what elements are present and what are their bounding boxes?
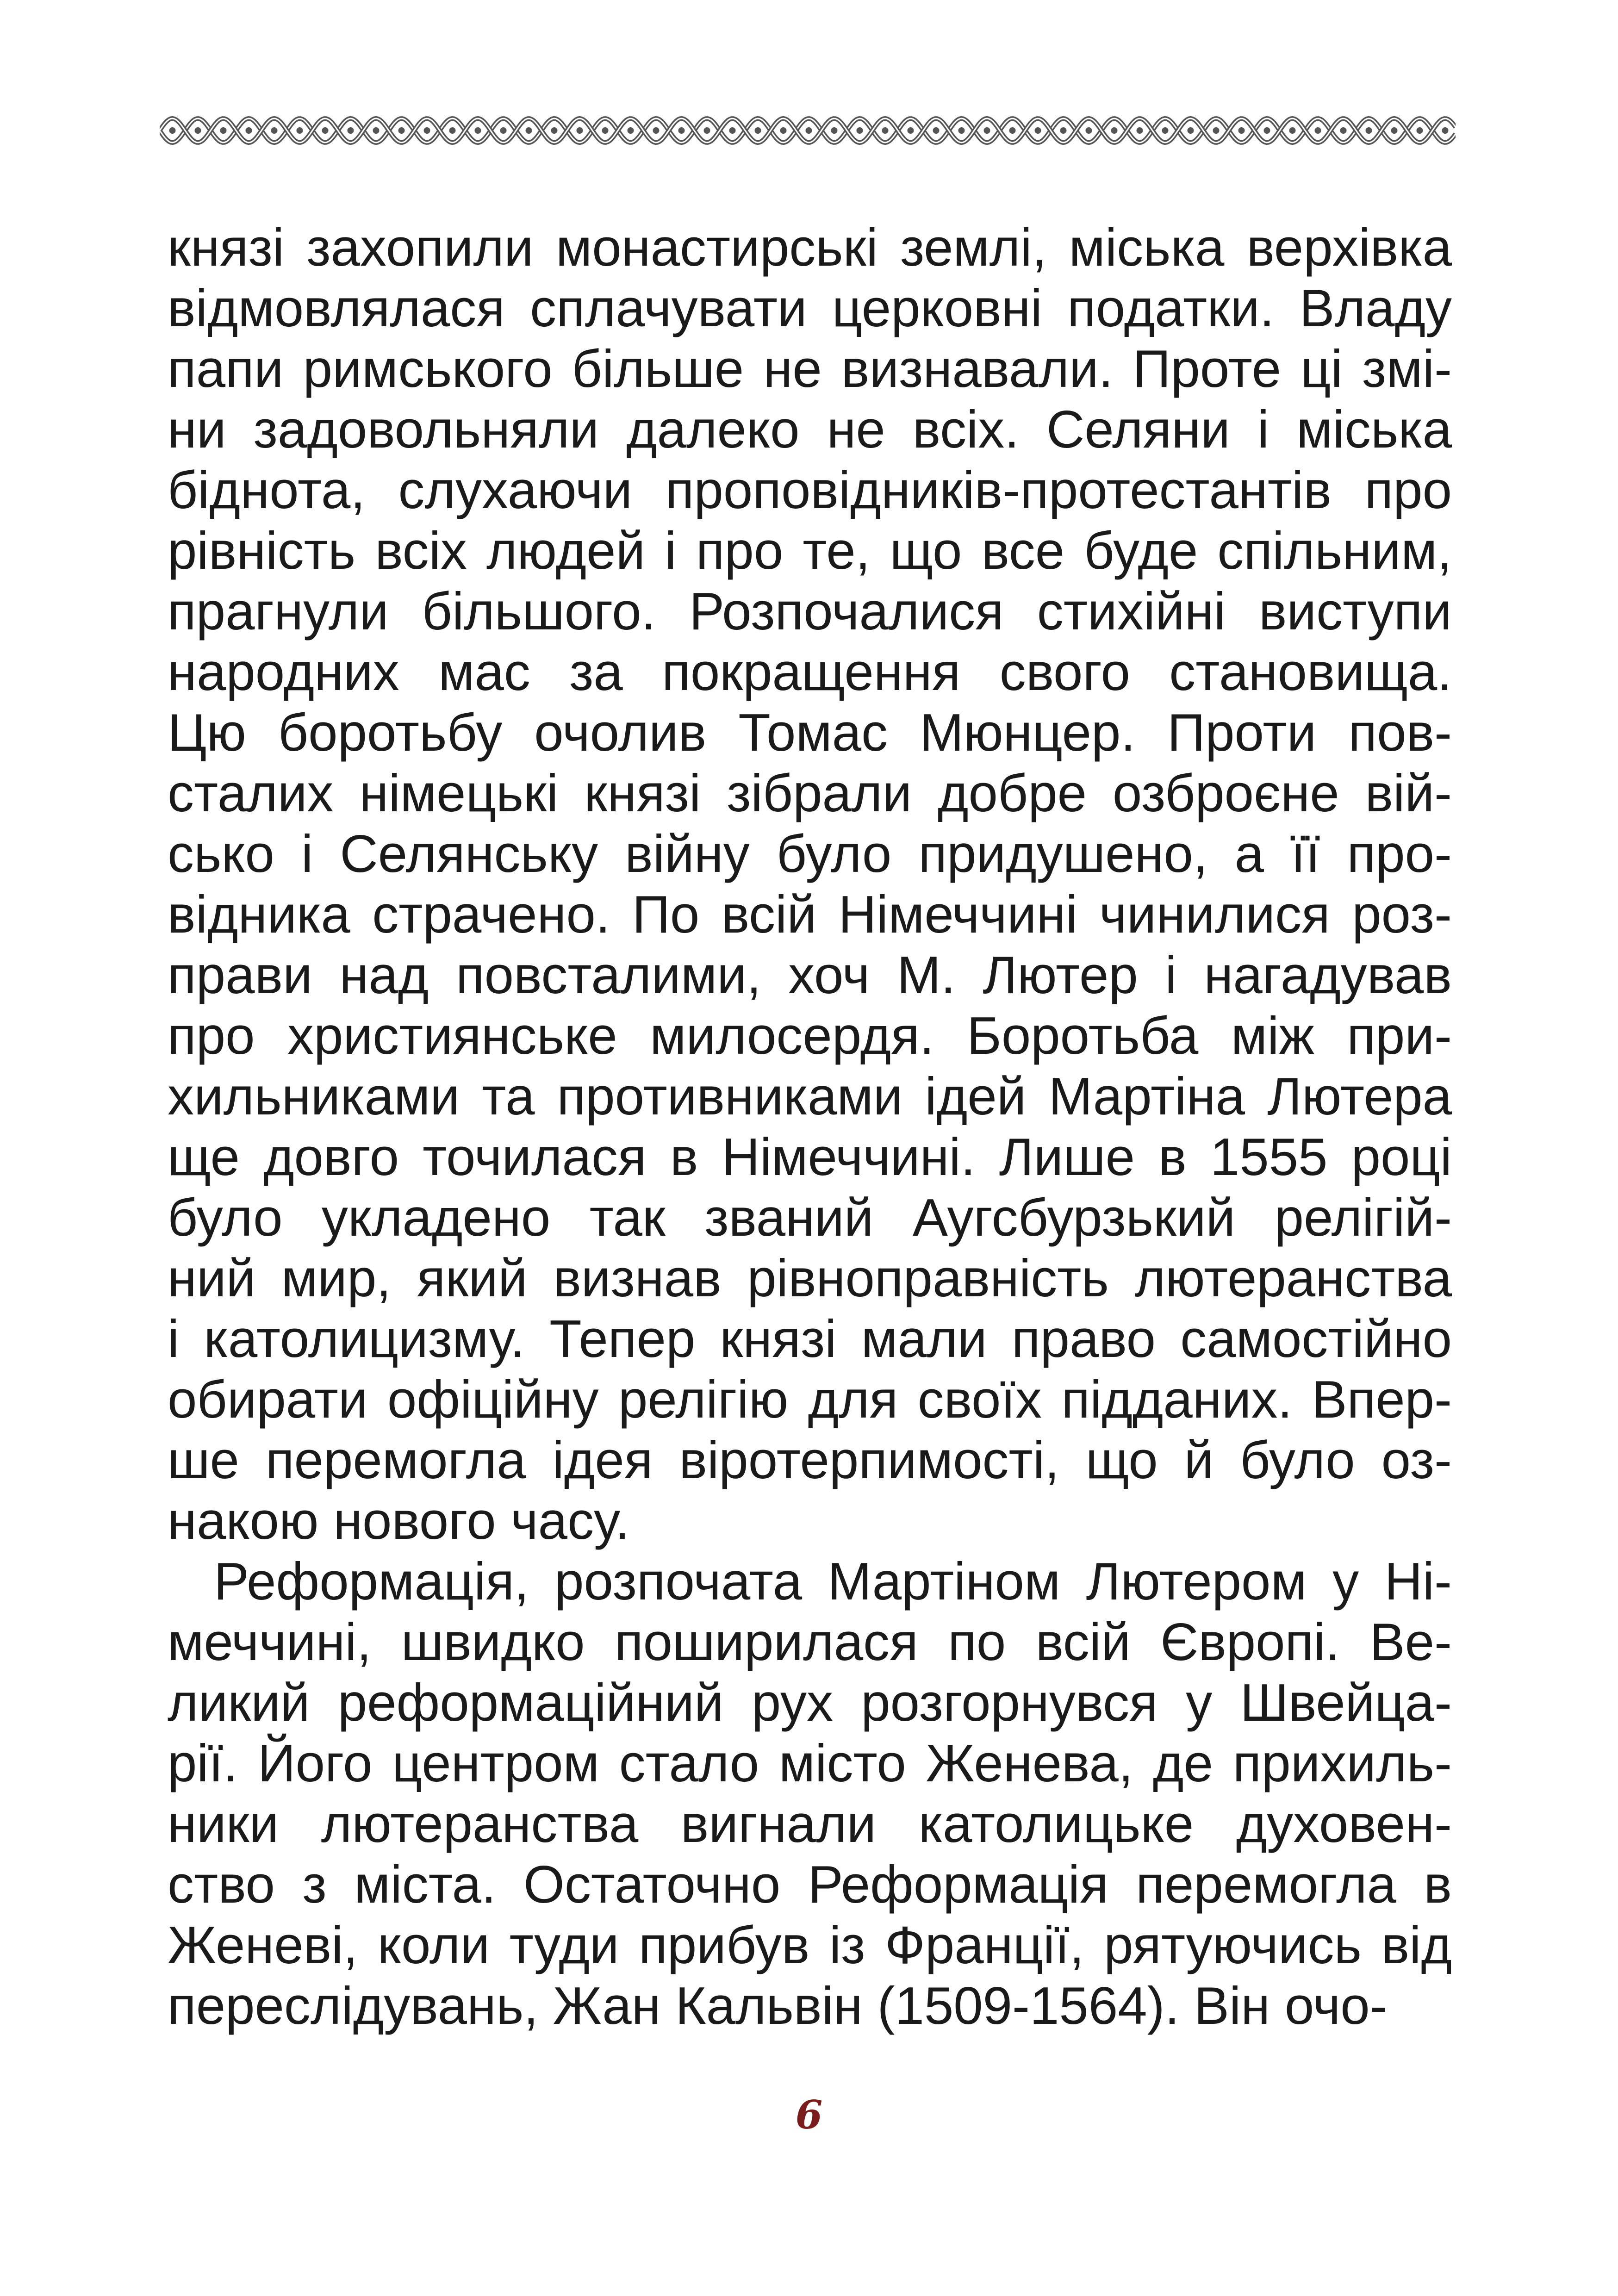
text-line: князі захопили монастирські землі, міська верхівка (168, 218, 1452, 277)
text-line: меччині, швидко поширилася по всій Європі. Ве- (168, 1613, 1452, 1672)
text-line: відмовлялася сплачувати церковні податки. Владу (168, 279, 1452, 338)
paragraph (168, 218, 1452, 1551)
text-line: народних мас за покращення свого становища. (168, 643, 1452, 702)
text-line: прагнули більшого. Розпочалися стихійні виступи (168, 582, 1452, 641)
text-line: Женеві, коли туди прибув із Франції, рятуючись від (168, 1916, 1452, 1975)
text-line: ще довго точилася в Німеччині. Лише в 1555 році (168, 1128, 1452, 1187)
paragraph (168, 1551, 1452, 2036)
text-line: Реформація, розпочата Мартіном Лютером у Ні- (214, 1552, 1452, 1611)
text-line: рії. Його центром стало місто Женева, де прихиль- (168, 1734, 1452, 1793)
braided-border-ornament (160, 107, 1456, 154)
text-line: сталих німецькі князі зібрали добре озброєне вій- (168, 764, 1452, 823)
text-line: відника страчено. По всій Німеччині чинилися роз- (168, 885, 1452, 944)
body-text (168, 218, 1452, 2036)
text-line: Цю боротьбу очолив Томас Мюнцер. Проти пов- (168, 703, 1452, 762)
text-line: ликий реформаційний рух розгорнувся у Швейца- (168, 1674, 1452, 1732)
text-line: про християнське милосердя. Боротьба між при- (168, 1007, 1452, 1065)
text-line: ство з міста. Остаточно Реформація перемогла в (168, 1855, 1452, 1914)
text-line: обирати офіційну релігію для своїх підданих. Впер- (168, 1370, 1452, 1429)
text-line: і католицизму. Тепер князі мали право самостійно (168, 1310, 1452, 1369)
text-line: прави над повсталими, хоч М. Лютер і нагадував (168, 946, 1452, 1005)
text-line: рівність всіх людей і про те, що все буде спільним, (168, 522, 1452, 580)
text-line: накою нового часу. (168, 1492, 630, 1550)
text-line: переслідувань, Жан Кальвін (1509-1564). Він очо- (168, 1977, 1388, 2035)
text-line: ний мир, який визнав рівноправність лютеранства (168, 1249, 1452, 1308)
text-line: біднота, слухаючи проповідників-протестантів про (168, 461, 1452, 520)
text-line: папи римського більше не визнавали. Проте ці змі- (168, 340, 1452, 398)
text-line: було укладено так званий Аугсбурзький релігій- (168, 1188, 1452, 1247)
text-line: ники лютеранства вигнали католицьке духовен- (168, 1795, 1452, 1854)
text-line: ни задовольняли далеко не всіх. Селяни і міська (168, 400, 1452, 459)
text-line: сько і Селянську війну було придушено, а її про- (168, 825, 1452, 884)
text-line: хильниками та противниками ідей Мартіна Лютера (168, 1067, 1452, 1126)
text-line: ше перемогла ідея віротерпимості, що й було оз- (168, 1431, 1452, 1490)
page-number: 6 (795, 2092, 823, 2138)
